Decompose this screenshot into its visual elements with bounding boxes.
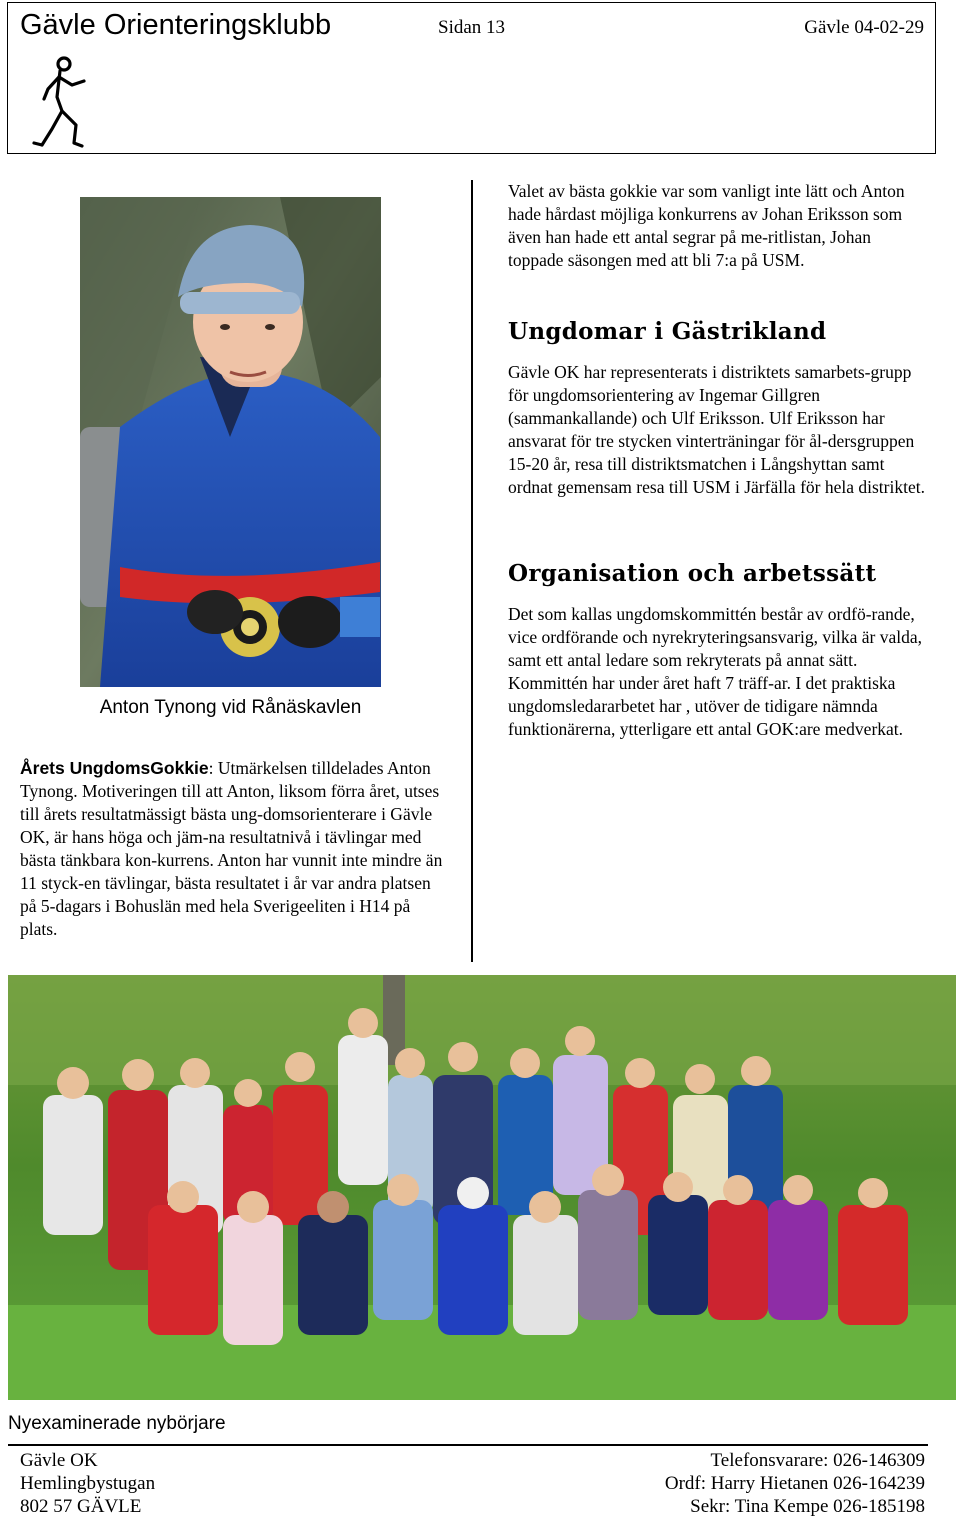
award-text: : Utmärkelsen tilldelades Anton Tynong. Motiveringen till att Anton, liksom förra året, utses till årets resultatmässigt bästa ung-domsorienterare i Gävle OK, är hans höga och jäm-na resultatnivå i tävlingar med bästa tänkbara kon-kurrens. Anton har vunnit inte mindre än 11 styck-en tävlingar, bästa resultatet i år var andra platsen på 5-dagars i Bohuslän med hela Sverigeeliten i H14 på plats. xyxy=(20,758,443,939)
footer-rule xyxy=(8,1444,928,1446)
portrait-caption: Anton Tynong vid Rånäskavlen xyxy=(99,697,362,718)
footer-secretary: Sekr: Tina Kempe 026-185198 xyxy=(690,1496,925,1517)
heading-organisation xyxy=(508,560,876,587)
heading-ungdomar-text: Ungdomar i Gästrikland xyxy=(508,318,827,345)
intro-paragraph: Valet av bästa gokkie var som vanligt inte lätt och Anton hade hårdast möjliga konkurrens av Johan Eriksson som även han hade ett antal segrar på me-ritlistan, Johan toppade säsongen med att bli 7:a på USM. xyxy=(508,181,905,270)
club-name: Gävle Orienteringsklubb xyxy=(20,9,332,41)
group-photo-caption: Nyexaminerade nybörjare xyxy=(8,1413,226,1434)
footer-contacts xyxy=(665,1449,925,1518)
heading-ungdomar xyxy=(508,318,826,345)
runner-icon xyxy=(30,55,92,151)
ungdomar-paragraph: Gävle OK har representerats i distriktets samarbets-grupp för ungdomsorientering av Ingemar Gillgren (sammankallande) och Ulf Eriksson. Ulf Eriksson har ansvarat för tre stycken vinterträningar för ål-dersgruppen 15-20 år, resa till distriktsmatchen i Långshyttan samt ordnat gemensam resa till USM i Järfälla för hela distriktet. xyxy=(508,362,925,497)
place-date: Gävle 04-02-29 xyxy=(804,17,924,38)
footer-chair: Ordf: Harry Hietanen 026-164239 xyxy=(664,1473,925,1494)
page-header xyxy=(7,2,936,154)
organisation-paragraph: Det som kallas ungdomskommittén består av ordfö-rande, vice ordförande och nyrekryteringsansvarig, vilka är valda, samt ett antal ledare som rekryterats på annat sätt. Kommittén har under året haft 7 träff-ar. I det praktiska ungdomsledararbetet har , utöver de tidigare nämnda funktionärerna, ytterligare ett antal GOK:are medverkat. xyxy=(508,604,923,739)
group-photo xyxy=(8,975,956,1400)
heading-organisation-text: Organisation och arbetssätt xyxy=(508,560,877,587)
award-title: Årets UngdomsGokkie xyxy=(20,758,209,778)
column-divider xyxy=(471,180,473,962)
footer-phone: Telefonsvarare: 026-146309 xyxy=(710,1450,925,1471)
portrait-photo xyxy=(80,197,381,687)
footer-org: Gävle OK xyxy=(20,1450,98,1471)
footer-building: Hemlingbystugan xyxy=(20,1473,156,1494)
award-paragraph xyxy=(20,757,450,941)
page-number: Sidan 13 xyxy=(438,17,506,38)
footer-address xyxy=(20,1449,155,1518)
footer-postal: 802 57 GÄVLE xyxy=(20,1496,142,1517)
